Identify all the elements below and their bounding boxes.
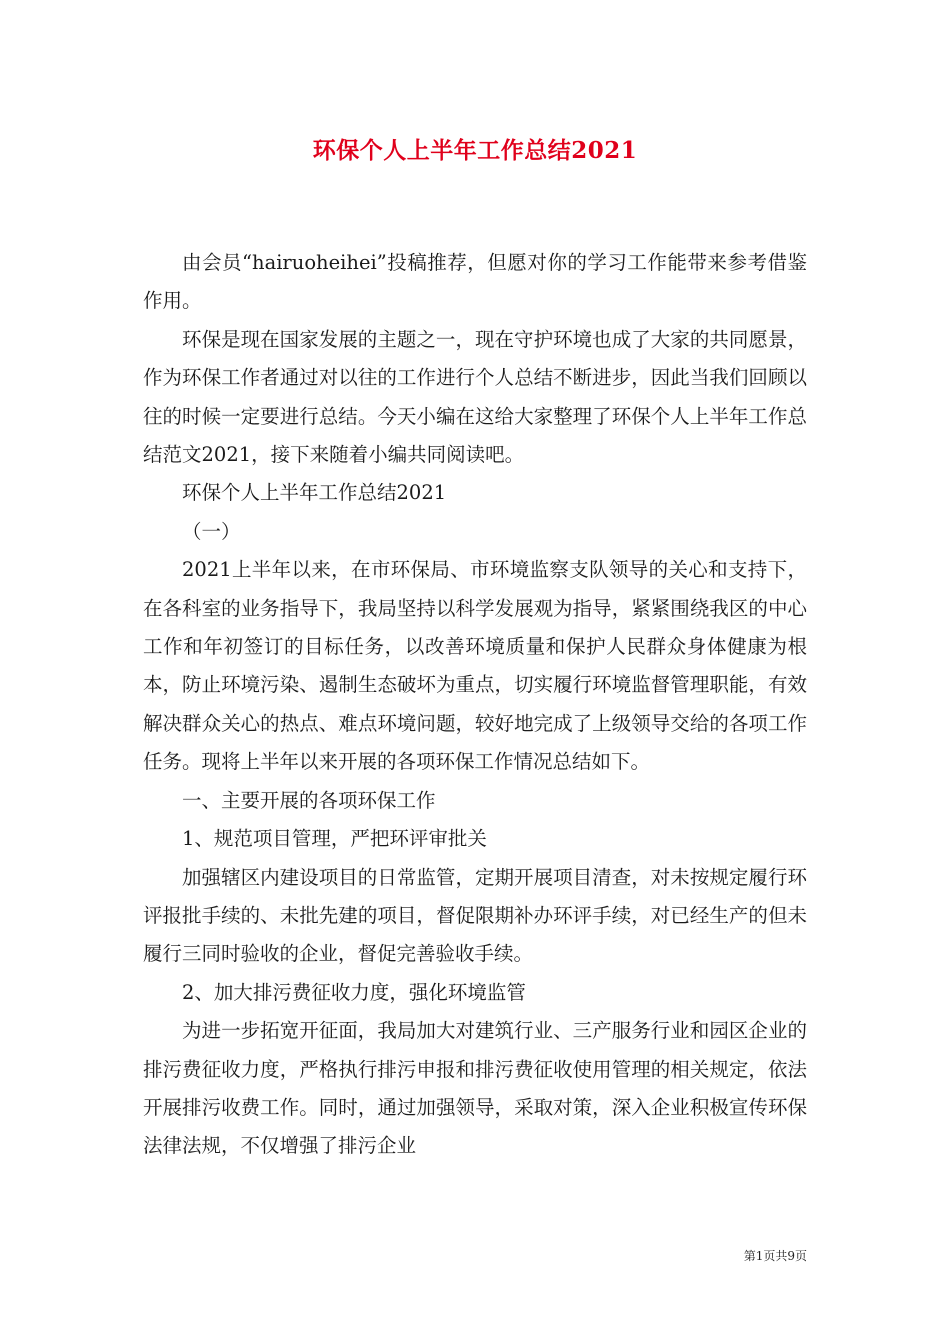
paragraph-item-1: 加强辖区内建设项目的日常监管，定期开展项目清查，对未按规定履行环评报批手续的、未批先建的项目，督促限期补办环评手续，对已经生产的但未履行三同时验收的企业，督促完善验收手续。 bbox=[143, 865, 807, 966]
subheading-item-1: 1、规范项目管理，严把环评审批关 bbox=[182, 827, 487, 851]
section-number: （一） bbox=[182, 519, 241, 543]
document-body bbox=[143, 244, 807, 1166]
subheading-item-2: 2、加大排污费征收力度，强化环境监管 bbox=[182, 980, 526, 1004]
page-number: 第1页共9页 bbox=[743, 1249, 807, 1263]
paragraph-overview: 2021上半年以来，在市环保局、市环境监察支队领导的关心和支持下，在各科室的业务指导下，我局坚持以科学发展观为指导，紧紧围绕我区的中心工作和年初签订的目标任务，以改善环境质量和保护人民群众身体健康为根本，防止环境污染、遏制生态破坏为重点，切实履行环境监督管理职能，有效解决群众关心的热点、难点环境问题，较好地完成了上级领导交给的各项工作任务。现将上半年以来开展的各项环保工作情况总结如下。 bbox=[143, 558, 807, 774]
section-heading: 环保个人上半年工作总结2021 bbox=[182, 481, 447, 505]
paragraph-preface: 环保是现在国家发展的主题之一，现在守护环境也成了大家的共同愿景，作为环保工作者通过对以往的工作进行个人总结不断进步，因此当我们回顾以往的时候一定要进行总结。今天小编在这给大家整理了环保个人上半年工作总结范文2021，接下来随着小编共同阅读吧。 bbox=[143, 327, 807, 467]
paragraph-intro: 由会员“hairuoheihei”投稿推荐，但愿对你的学习工作能带来参考借鉴作用。 bbox=[143, 251, 807, 313]
subheading-main-work: 一、主要开展的各项环保工作 bbox=[182, 788, 436, 812]
paragraph-item-2: 为进一步拓宽开征面，我局加大对建筑行业、三产服务行业和园区企业的排污费征收力度，严格执行排污申报和排污费征收使用管理的相关规定，依法开展排污收费工作。同时，通过加强领导，采取对策，深入企业积极宣传环保法律法规，不仅增强了排污企业 bbox=[143, 1019, 807, 1158]
page-title: 环保个人上半年工作总结2021 bbox=[312, 137, 638, 164]
